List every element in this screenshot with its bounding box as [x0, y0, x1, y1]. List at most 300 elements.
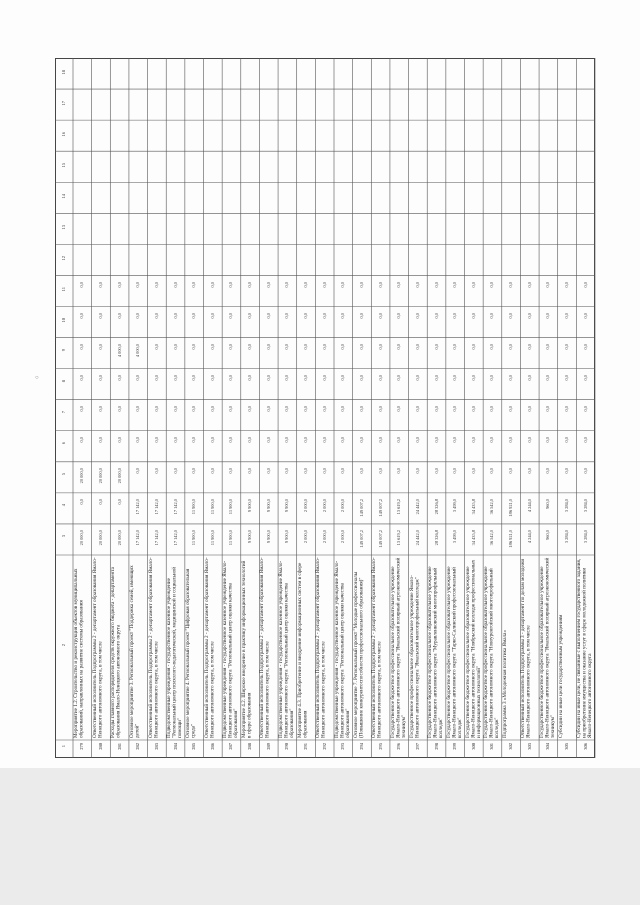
value-cell: 0,0 [526, 406, 532, 412]
row-number: 292 [321, 743, 327, 750]
value-cell: 0,0 [508, 375, 514, 381]
value-cell: 0,0 [228, 281, 234, 288]
value-cell: 0,0 [172, 437, 178, 443]
value-cell: 4 244,0 [526, 530, 532, 544]
row-description: Ответственный исполнитель Подпрограммы 2 - департамент образования Ямало-Ненецкого автономного округа, в том числе [147, 557, 160, 738]
punch-hole-mark: ○ [35, 375, 39, 381]
value-cell: 0,0 [452, 437, 458, 443]
value-cell: 0,0 [564, 437, 570, 443]
row-description: Основное мероприятие 4. Региональный проект "Цифровая образовательная среда" [184, 568, 197, 738]
value-cell: 0,0 [545, 468, 551, 474]
value-cell: 0,0 [414, 344, 420, 350]
row-description: Государственное бюджетное профессиональное образовательное учреждение Ямало-Ненецкого автономного округа "Ямальский полярный агроэкономический техникум" [539, 557, 556, 738]
row-number: 296 [396, 743, 402, 750]
row-number: 303 [526, 743, 532, 750]
value-cell: 149 007,2 [358, 499, 364, 517]
row-description: Государственное бюджетное профессиональное образовательное учреждение Ямало-Ненецкого автономного округа "Муравленковский многопрофильный колледж" [427, 566, 445, 738]
value-cell: 0,0 [172, 375, 178, 381]
value-cell: 20 000,0 [116, 468, 122, 484]
value-cell: 11 900,0 [228, 499, 234, 515]
value-cell: 24 442,0 [414, 530, 420, 546]
value-cell: 0,0 [135, 468, 141, 474]
row-number: 297 [414, 743, 420, 750]
value-cell: 0,0 [414, 406, 420, 412]
value-cell: 0,0 [470, 375, 476, 381]
row-number: 291 [303, 743, 309, 750]
value-cell: 0,0 [433, 406, 439, 412]
row-number: 302 [508, 743, 514, 750]
value-cell: 20 000,0 [116, 530, 122, 546]
value-cell: 0,0 [358, 344, 364, 350]
row-description: Ответственный исполнитель Подпрограммы 3 - департамент по делам молодежи Ямало-Ненецкого автономного округа, в том числе [520, 558, 532, 738]
value-cell: 0,0 [172, 344, 178, 350]
value-cell: 0,0 [97, 375, 103, 381]
value-cell: 17 142,0 [172, 530, 178, 546]
value-cell: 0,0 [377, 437, 383, 443]
value-cell: 0,0 [97, 406, 103, 412]
value-cell: 0,0 [545, 344, 551, 350]
row-description: Ответственный исполнитель Подпрограммы 2 - департамент образования Ямало-Ненецкого автономного округа, в том числе [259, 557, 271, 738]
value-cell: 0,0 [116, 375, 122, 381]
value-cell: 0,0 [153, 281, 159, 288]
value-cell: 3 499,0 [452, 530, 458, 544]
value-cell: 0,0 [79, 375, 85, 381]
value-cell: 28 326,8 [433, 530, 439, 546]
value-cell: 0,0 [489, 406, 495, 412]
value-cell: 34 435,8 [470, 499, 476, 515]
value-cell: 0,0 [284, 344, 290, 350]
value-cell: 9 900,0 [247, 499, 253, 513]
value-cell: 0,0 [321, 281, 327, 288]
value-cell: 36 542,0 [489, 499, 495, 515]
value-cell: 0,0 [433, 313, 439, 319]
value-cell: 0,0 [79, 437, 85, 443]
value-cell: 0,0 [79, 281, 85, 288]
value-cell: 0,0 [153, 406, 159, 412]
value-cell: 0,0 [191, 437, 197, 443]
row-description: Ответственный исполнитель Подпрограммы 2 - департамент образования Ямало-Ненецкого автономного округа, в том числе [203, 557, 215, 738]
value-cell: 0,0 [247, 281, 253, 288]
value-cell: 13 619,2 [396, 499, 402, 515]
value-cell: 0,0 [526, 375, 532, 381]
value-cell: 0,0 [321, 437, 327, 443]
value-cell: 0,0 [564, 281, 570, 288]
value-cell: 0,0 [582, 313, 588, 319]
value-cell: 0,0 [433, 375, 439, 381]
value-cell: 0,0 [116, 499, 122, 505]
value-cell: 11 900,0 [209, 499, 215, 515]
column-number: 11 [61, 286, 66, 292]
row-description: Субсидии на иные цели государственным учреждениям [557, 614, 564, 738]
column-number: 12 [61, 255, 66, 261]
value-cell: 0,0 [433, 437, 439, 443]
value-cell: 0,0 [452, 344, 458, 350]
value-cell: 0,0 [228, 468, 234, 474]
value-cell: 0,0 [228, 406, 234, 412]
value-cell: 0,0 [303, 437, 309, 443]
value-cell: 0,0 [247, 313, 253, 319]
value-cell: 0,0 [191, 468, 197, 474]
column-number: 6 [61, 442, 66, 445]
value-cell: 0,0 [303, 313, 309, 319]
value-cell: 0,0 [97, 437, 103, 443]
value-cell: 0,0 [358, 281, 364, 288]
value-cell: 960,0 [545, 530, 551, 541]
row-description: Подпрограмма 3 «Молодежная политика Ямала» [501, 629, 508, 738]
value-cell: 0,0 [97, 499, 103, 505]
value-cell: 9 900,0 [265, 499, 271, 513]
row-description: Подведомственные учреждения - государственное казенное учреждение Ямало-Ненецкого автономного округа "Региональный центр оценки качества образования" [334, 560, 351, 738]
column-number: 17 [61, 100, 66, 106]
value-cell: 0,0 [303, 468, 309, 474]
row-description: Расходы главного распорядителя средств окружного бюджета - департамента образования Ямало-Ненецкого автономного округа [110, 567, 122, 738]
row-number: 295 [377, 743, 383, 750]
value-cell: 186 921,0 [508, 499, 514, 517]
value-cell: 0,0 [191, 375, 197, 381]
value-cell: 0,0 [116, 437, 122, 443]
value-cell: 0,0 [228, 313, 234, 319]
value-cell: 0,0 [303, 344, 309, 350]
row-description: Основное мероприятие 7. Региональный проект "Молодые профессионалы (Повышение конкурентоспособности профессионального образования)" [352, 571, 365, 738]
value-cell: 0,0 [135, 406, 141, 412]
value-cell: 0,0 [358, 406, 364, 412]
value-cell: 0,0 [209, 313, 215, 319]
value-cell: 0,0 [396, 281, 402, 288]
value-cell: 0,0 [265, 406, 271, 412]
value-cell: 0,0 [321, 313, 327, 319]
rotated-table [55, 58, 595, 758]
value-cell: 0,0 [340, 468, 346, 474]
value-cell: 0,0 [470, 406, 476, 412]
value-cell: 36 542,0 [489, 530, 495, 546]
value-cell: 0,0 [116, 406, 122, 412]
row-number: 287 [228, 743, 234, 750]
value-cell: 0,0 [526, 437, 532, 443]
value-cell: 0,0 [321, 344, 327, 350]
value-cell: 0,0 [247, 375, 253, 381]
row-description: Мероприятие 4.2. Широкое внедрение в практику информационных технологий в сфере образования [240, 560, 253, 738]
value-cell: 0,0 [191, 281, 197, 288]
row-description: Государственное профессиональное образовательное учреждение Ямало-Ненецкого автономного округа "Ямальский многопрофильный колледж" [408, 575, 421, 738]
value-cell: 0,0 [508, 344, 514, 350]
value-cell: 0,0 [340, 375, 346, 381]
value-cell: 0,0 [545, 313, 551, 319]
column-number: 14 [61, 193, 66, 199]
value-cell: 17 142,0 [135, 530, 141, 546]
value-cell: 0,0 [228, 344, 234, 350]
value-cell: 0,0 [340, 344, 346, 350]
value-cell: 0,0 [358, 375, 364, 381]
row-number: 299 [452, 743, 458, 750]
value-cell: 0,0 [470, 281, 476, 288]
value-cell: 0,0 [191, 406, 197, 412]
value-cell: 0,0 [172, 468, 178, 474]
value-cell: 0,0 [209, 468, 215, 474]
value-cell: 0,0 [247, 468, 253, 474]
value-cell: 0,0 [303, 375, 309, 381]
value-cell: 0,0 [433, 468, 439, 474]
value-cell: 0,0 [582, 437, 588, 443]
column-number: 3 [61, 535, 66, 538]
column-number: 8 [61, 380, 66, 383]
value-cell: 0,0 [209, 406, 215, 412]
value-cell: 0,0 [79, 344, 85, 350]
value-cell: 0,0 [265, 313, 271, 319]
value-cell: 3 284,0 [564, 530, 570, 544]
value-cell: 2 000,0 [303, 499, 309, 513]
row-number: 284 [172, 743, 178, 750]
value-cell: 0,0 [377, 406, 383, 412]
value-cell: 0,0 [191, 344, 197, 350]
value-cell: 0,0 [414, 313, 420, 319]
value-cell: 0,0 [284, 281, 290, 288]
value-cell: 0,0 [340, 313, 346, 319]
value-cell: 2 000,0 [340, 530, 346, 544]
value-cell: 0,0 [209, 344, 215, 350]
value-cell: 0,0 [377, 313, 383, 319]
value-cell: 0,0 [284, 313, 290, 319]
value-cell: 0,0 [396, 375, 402, 381]
column-number: 7 [61, 411, 66, 414]
value-cell: 11 900,0 [191, 499, 197, 515]
value-cell: 0,0 [340, 437, 346, 443]
value-cell: 0,0 [284, 468, 290, 474]
value-cell: 0,0 [153, 313, 159, 319]
value-cell: 0,0 [153, 468, 159, 474]
value-cell: 0,0 [414, 437, 420, 443]
value-cell: 0,0 [135, 313, 141, 319]
value-cell: 0,0 [508, 406, 514, 412]
column-number: 10 [61, 318, 66, 323]
value-cell: 0,0 [97, 313, 103, 319]
row-number: 290 [284, 743, 290, 750]
value-cell: 0,0 [545, 406, 551, 412]
value-cell: 0,0 [228, 375, 234, 381]
value-cell: 0,0 [265, 344, 271, 350]
value-cell: 0,0 [172, 406, 178, 412]
value-cell: 0,0 [470, 313, 476, 319]
value-cell: 0,0 [564, 313, 570, 319]
value-cell: 0,0 [377, 344, 383, 350]
value-cell: 0,0 [489, 344, 495, 350]
value-cell: 2 000,0 [321, 499, 327, 513]
value-cell: 17 142,0 [172, 499, 178, 515]
value-cell: 0,0 [135, 375, 141, 381]
value-cell: 9 900,0 [265, 530, 271, 544]
value-cell: 0,0 [452, 468, 458, 474]
value-cell: 0,0 [564, 375, 570, 381]
row-number: 298 [433, 743, 439, 750]
row-description: Государственное бюджетное профессиональное образовательное учреждение Ямало-Ненецкого автономного округа "Новоуренгойский многопрофильный колледж" [483, 566, 501, 738]
value-cell: 0,0 [284, 375, 290, 381]
row-description: Подведомственные учреждения - государственное казенное учреждение Ямало-Ненецкого автономного округа "Региональный центр оценки качества образования" [278, 560, 295, 738]
value-cell: 24 442,0 [414, 499, 420, 515]
value-cell: 0,0 [377, 375, 383, 381]
value-cell: 0,0 [470, 437, 476, 443]
value-cell: 9 900,0 [284, 499, 290, 513]
value-cell: 0,0 [135, 281, 141, 288]
value-cell: 0,0 [396, 437, 402, 443]
value-cell: 11 900,0 [191, 530, 197, 546]
row-number: 288 [247, 743, 253, 750]
row-number: 300 [470, 743, 476, 750]
row-number: 306 [582, 743, 588, 750]
value-cell: 0,0 [79, 406, 85, 412]
value-cell: 0,0 [321, 468, 327, 474]
value-cell: 0,0 [489, 468, 495, 474]
value-cell: 0,0 [209, 281, 215, 288]
column-number: 1 [61, 745, 66, 748]
row-description: Мероприятие 1.2. Строительство и реконструкция объектов муниципальных образований, направленных на развитие системы образования [73, 568, 85, 738]
row-number: 283 [153, 743, 159, 750]
value-cell: 0,0 [582, 406, 588, 412]
value-cell: 0,0 [508, 281, 514, 288]
value-cell: 0,0 [452, 313, 458, 319]
value-cell: 0,0 [340, 406, 346, 412]
value-cell: 9 900,0 [284, 530, 290, 544]
value-cell: 0,0 [358, 313, 364, 319]
scan-margin [0, 768, 640, 905]
row-description: Ответственный исполнитель Подпрограммы 2 - департамент образования Ямало-Ненецкого автономного округа, в том числе [91, 557, 104, 738]
value-cell: 0,0 [470, 344, 476, 350]
value-cell: 0,0 [358, 437, 364, 443]
value-cell: 0,0 [433, 344, 439, 350]
value-cell: 0,0 [265, 375, 271, 381]
value-cell: 0,0 [116, 313, 122, 319]
value-cell: 0,0 [97, 344, 103, 350]
value-cell: 0,0 [340, 281, 346, 288]
value-cell: 0,0 [396, 468, 402, 474]
value-cell: 0,0 [414, 281, 420, 288]
value-cell: 0,0 [284, 437, 290, 443]
row-description: Ответственный исполнитель Подпрограммы 2 - департамент образования Ямало-Ненецкого автономного округа, в том числе [371, 557, 383, 738]
value-cell: 0,0 [564, 468, 570, 474]
value-cell: 20 000,0 [97, 530, 103, 546]
value-cell: 960,0 [545, 499, 551, 510]
value-cell: 0,0 [153, 344, 159, 350]
value-cell: 4 244,0 [526, 499, 532, 513]
row-number: 289 [265, 743, 271, 750]
value-cell: 3 284,0 [564, 499, 570, 513]
row-number: 285 [191, 743, 197, 750]
value-cell: 0,0 [452, 375, 458, 381]
column-number: 13 [61, 224, 66, 230]
value-cell: 0,0 [247, 344, 253, 350]
column-number: 15 [61, 162, 66, 168]
row-number: 305 [564, 743, 570, 750]
value-cell: 0,0 [79, 499, 85, 505]
row-description: Государственное бюджетное профессиональное образовательное учреждение Ямало-Ненецкого автономного округа "Ноябрьский колледж профессиональных и информационных технологий" [464, 559, 482, 738]
value-cell: 0,0 [247, 437, 253, 443]
row-number: 293 [340, 743, 346, 750]
value-cell: 0,0 [172, 281, 178, 288]
value-cell: 0,0 [209, 437, 215, 443]
value-cell: 0,0 [582, 344, 588, 350]
value-cell: 149 007,2 [377, 530, 383, 549]
value-cell: 2 000,0 [340, 499, 346, 513]
value-cell: 0,0 [191, 313, 197, 319]
value-cell: 0,0 [526, 344, 532, 350]
value-cell: 0,0 [452, 281, 458, 288]
value-cell: 3 284,0 [582, 499, 588, 513]
value-cell: 0,0 [303, 406, 309, 412]
value-cell: 0,0 [396, 313, 402, 319]
value-cell: 0,0 [582, 468, 588, 474]
value-cell: 17 142,0 [153, 499, 159, 515]
value-cell: 11 900,0 [209, 530, 215, 546]
value-cell: 3 284,0 [582, 530, 588, 544]
column-number: 16 [61, 131, 66, 137]
value-cell: 0,0 [433, 281, 439, 288]
value-cell: 28 326,8 [433, 499, 439, 515]
column-number: 18 [61, 69, 66, 75]
value-cell: 17 142,0 [153, 530, 159, 546]
value-cell: 20 000,0 [97, 468, 103, 484]
column-number: 2 [61, 643, 66, 646]
value-cell: 9 900,0 [247, 530, 253, 544]
row-number: 304 [545, 743, 551, 750]
value-cell: 0,0 [582, 375, 588, 381]
column-number: 9 [61, 349, 66, 352]
row-description: Государственное бюджетное профессиональное образовательное учреждение Ямало-Ненецкого автономного округа "Ямальский полярный агроэкономический техникум" [389, 557, 407, 738]
value-cell: 0,0 [545, 281, 551, 288]
row-number: 280 [97, 743, 103, 750]
value-cell: 0,0 [321, 406, 327, 412]
value-cell: 0,0 [489, 375, 495, 381]
row-number: 301 [489, 743, 495, 750]
value-cell: 0,0 [564, 344, 570, 350]
value-cell: 0,0 [79, 313, 85, 319]
value-cell: 0,0 [470, 468, 476, 474]
column-number: 5 [61, 473, 66, 476]
value-cell: 0,0 [414, 468, 420, 474]
value-cell: 0,0 [358, 468, 364, 474]
value-cell: 4 000,0 [135, 344, 141, 358]
row-description: Государственное бюджетное профессиональное образовательное учреждение Ямало-Ненецкого автономного округа "Тарко-Салинский профессиональный колледж" [445, 566, 463, 738]
value-cell: 20 000,0 [79, 530, 85, 546]
value-cell: 0,0 [545, 375, 551, 381]
value-cell: 0,0 [116, 281, 122, 288]
row-description: Ответственный исполнитель Подпрограммы 2 - департамент образования Ямало-Ненецкого автономного округа, в том числе [315, 557, 327, 738]
value-cell: 0,0 [508, 313, 514, 319]
value-cell: 0,0 [172, 313, 178, 319]
value-cell: 0,0 [153, 375, 159, 381]
row-description: Подведомственные учреждения - государственное казенное учреждение Ямало-Ненецкого автономного округа "Региональный центр оценки качества образования" [222, 560, 240, 738]
value-cell: 0,0 [247, 406, 253, 412]
value-cell: 0,0 [396, 406, 402, 412]
value-cell: 0,0 [135, 437, 141, 443]
value-cell: 0,0 [321, 375, 327, 381]
value-cell: 0,0 [265, 468, 271, 474]
value-cell: 0,0 [396, 344, 402, 350]
value-cell: 0,0 [508, 468, 514, 474]
value-cell: 0,0 [564, 406, 570, 412]
value-cell: 0,0 [303, 281, 309, 288]
value-cell: 0,0 [452, 406, 458, 412]
value-cell: 0,0 [284, 406, 290, 412]
row-number: 286 [209, 743, 215, 750]
value-cell: 0,0 [153, 437, 159, 443]
value-cell: 0,0 [526, 468, 532, 474]
column-number: 4 [61, 504, 66, 507]
value-cell: 4 000,0 [116, 344, 122, 358]
row-description: Субсидии на иные цели, не связанные с выполнением государственного задания, на приобретение имущества и оказание услуг в сфере молодежной политики Ямало-Ненецкого автономного округа [576, 558, 594, 738]
value-cell: 17 142,0 [135, 499, 141, 515]
value-cell: 2 000,0 [303, 530, 309, 544]
row-number: 294 [358, 743, 364, 750]
value-cell: 3 499,0 [452, 499, 458, 513]
value-cell: 2 000,0 [321, 530, 327, 544]
